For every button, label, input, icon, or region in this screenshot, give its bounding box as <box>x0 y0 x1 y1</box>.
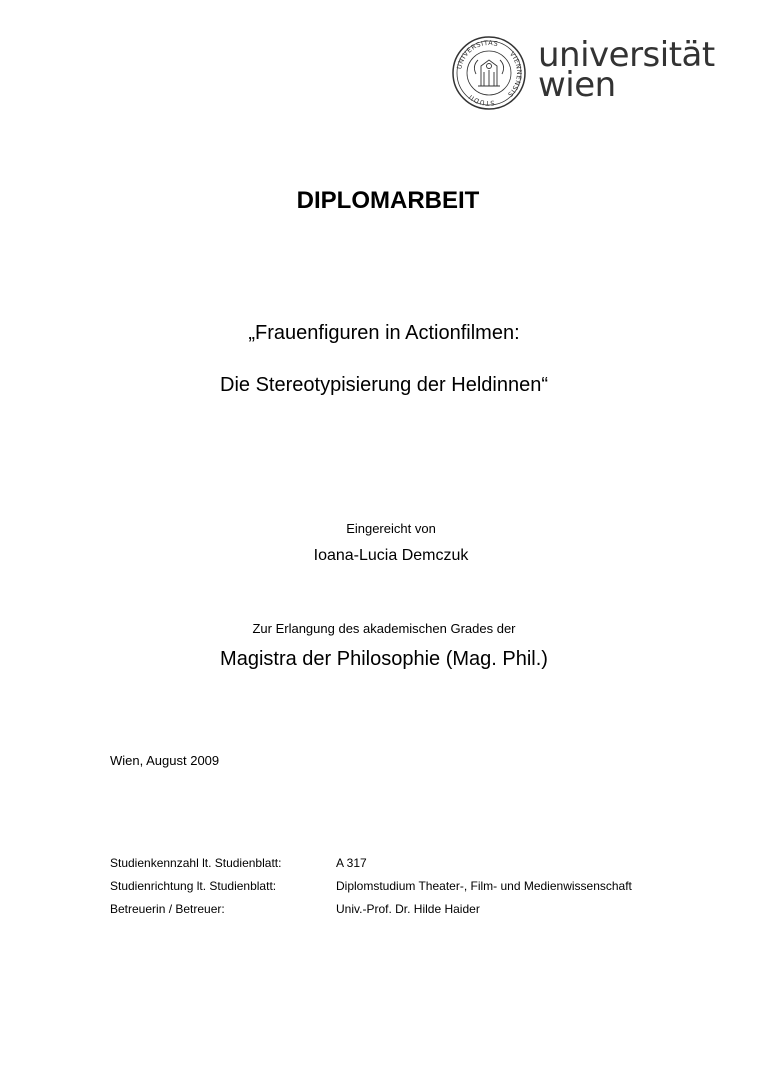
seal-text-bottom: STUDII <box>466 92 495 108</box>
study-info-value: Univ.-Prof. Dr. Hilde Haider <box>336 902 480 916</box>
seal-text-left: UNIVERSITAS <box>455 38 500 70</box>
author-name: Ioana-Lucia Demczuk <box>313 547 469 564</box>
study-info-label: Betreuerin / Betreuer: <box>110 902 225 916</box>
thesis-title-line-2: Die Stereotypisierung der Heldinnen“ <box>220 374 548 396</box>
thesis-title-line-1: „Frauenfiguren in Actionfilmen: <box>248 322 520 344</box>
university-logo <box>452 36 732 112</box>
place-and-date: Wien, August 2009 <box>110 753 220 768</box>
study-info-value: Diplomstudium Theater-, Film- und Medienwissenschaft <box>336 879 632 893</box>
degree-purpose-text: Zur Erlangung des akademischen Grades der <box>252 621 516 636</box>
university-seal-icon <box>452 36 526 110</box>
study-info-value: A 317 <box>336 856 367 870</box>
university-wordmark <box>538 35 715 105</box>
document-title: DIPLOMARBEIT <box>296 187 480 214</box>
wordmark-line-2: wien <box>538 65 616 105</box>
wordmark-line-1: universität <box>538 35 715 75</box>
seal-text-right: VIENNENSIS <box>505 50 524 99</box>
study-info-label: Studienrichtung lt. Studienblatt: <box>110 879 277 893</box>
degree-name: Magistra der Philosophie (Mag. Phil.) <box>220 648 548 670</box>
submitted-by-label: Eingereicht von <box>346 521 436 536</box>
study-info-label: Studienkennzahl lt. Studienblatt: <box>110 856 282 870</box>
